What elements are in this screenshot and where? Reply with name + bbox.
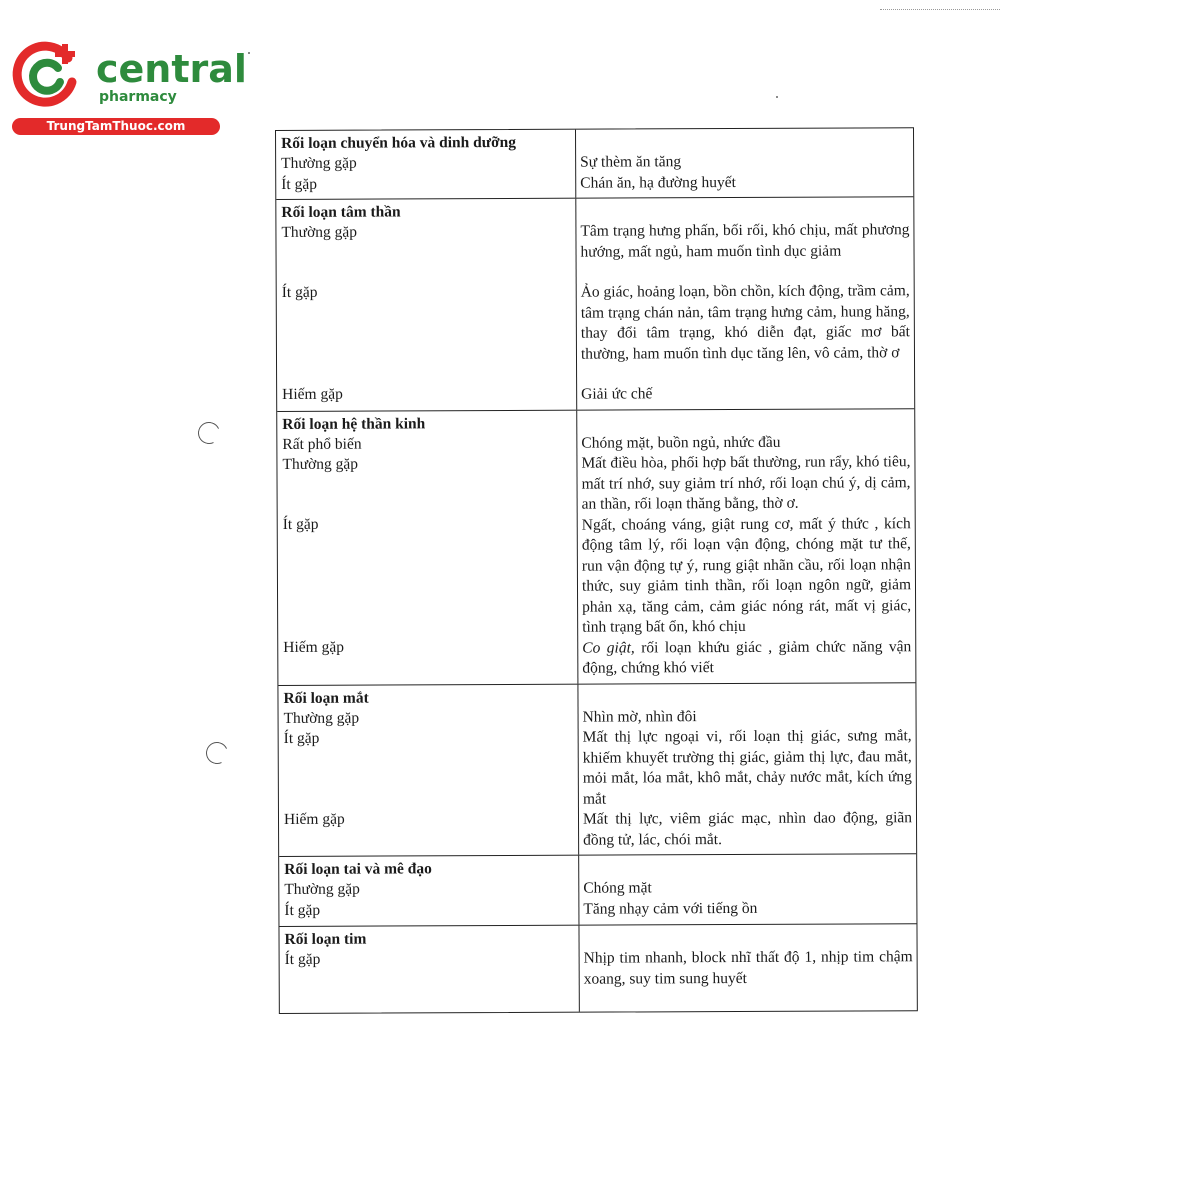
table-row [276, 196, 914, 410]
effects-body: Nhịp tim nhanh, block nhĩ thất độ 1, nhịp tim chậm xoang, suy tim sung huyết [583, 948, 913, 988]
effects-text [581, 432, 910, 454]
effects-text [583, 877, 912, 899]
category-title: Rối loạn mắt [283, 689, 369, 707]
effects-body: Ảo giác, hoảng loạn, bồn chồn, kích động, trầm cảm, tâm trạng chán nản, tâm trạng hưng cảm, hung hăng, thay đổi tâm trạng, khó diễn đạt, giấc mơ bất thường, ham muốn tình dục tăng lên, vô cảm, thờ ơ [580, 282, 910, 363]
category-cell [276, 130, 576, 199]
effects-body: Chóng mặt, buồn ngủ, nhức đầu [581, 433, 781, 452]
effects-body: rối loạn khứu giác , giảm chức năng vận động, chứng khó viết [582, 637, 912, 677]
effects-italic-text: Co giật, [582, 638, 635, 657]
effects-cell [578, 683, 916, 855]
table-row [276, 128, 913, 199]
effects-body: Sự thèm ăn tăng [580, 153, 682, 171]
frequency-label: Ít gặp [282, 515, 319, 533]
frequency-label: Rất phổ biến [282, 435, 362, 453]
effects-cell [577, 409, 915, 683]
category-cell [277, 410, 578, 684]
frequency-label: Thường gặp [284, 880, 360, 898]
frequency-label: Ít gặp [283, 729, 320, 747]
category-cell [279, 856, 579, 926]
effects-text [582, 514, 912, 638]
effects-cell [576, 128, 913, 197]
effects-text [583, 898, 912, 920]
frequency-label: Thường gặp [281, 154, 357, 172]
frequency-label: Hiếm gặp [283, 638, 344, 656]
frequency-label: Hiếm gặp [283, 810, 345, 828]
effects-cell [576, 197, 914, 409]
punch-hole [195, 419, 223, 447]
effects-text [581, 452, 910, 515]
frequency-label: Ít gặp [284, 950, 321, 968]
effects-body: Chán ăn, hạ đường huyết [580, 173, 736, 192]
table-row [279, 923, 916, 1013]
frequency-label: Ít gặp [281, 175, 318, 193]
logo-brand: central [96, 47, 247, 91]
effects-text [581, 281, 910, 364]
effects-body: Mất điều hòa, phối hợp bất thường, run rẩy, khó tiêu, mất trí nhớ, suy giảm trí nhớ, rối loạn chú ý, dị cảm, an thần, rối loạn thăng bằng, thờ ơ. [581, 453, 911, 513]
punch-hole [203, 739, 231, 767]
effects-cell [579, 924, 916, 1011]
scan-artifact [880, 9, 1000, 11]
logo-website: TrungTamThuoc.com [12, 118, 220, 135]
effects-body: Mất thị lực ngoại vi, rối loạn thị giác, sưng mắt, khiếm khuyết trường thị giác, giảm thị lực, đau mắt, mỏi mắt, lóa mắt, khô mắt, chảy nước mắt, kích ứng mắt [582, 727, 912, 808]
category-cell [279, 926, 579, 1013]
frequency-label: Hiếm gặp [282, 385, 343, 403]
pharmacy-cross-icon [10, 38, 82, 110]
frequency-label: Ít gặp [284, 901, 321, 919]
effects-text [582, 637, 911, 679]
logo-subtitle: pharmacy [99, 89, 177, 105]
category-cell [276, 199, 577, 411]
category-title: Rối loạn chuyển hóa và dinh dưỡng [281, 133, 517, 152]
frequency-label: Thường gặp [281, 223, 358, 241]
effects-text [580, 172, 909, 194]
effects-text [581, 383, 910, 405]
effects-body: Ngất, choáng váng, giật rung cơ, mất ý thức , kích động tâm lý, rối loạn vận động, chóng mặt tư thế, run vận động tự ý, rung giật nhãn cầu, rối loạn nhận thức, suy giảm tinh thần, rối loạn ngôn ngữ, giảm phản xạ, tăng cảm, cảm giác nóng rát, mất vị giác, tình trạng bất ổn, khó chịu [581, 514, 912, 636]
category-title: Rối loạn tim [284, 930, 367, 948]
frequency-label: Thường gặp [282, 455, 359, 473]
effects-text [580, 151, 909, 173]
effects-text [583, 706, 912, 728]
effects-text [583, 726, 912, 809]
category-cell [278, 684, 579, 856]
table-row [279, 853, 916, 926]
central-pharmacy-logo [10, 38, 247, 138]
effects-body: Giải ức chế [581, 385, 653, 403]
effects-text [580, 220, 909, 262]
category-title: Rối loạn tâm thần [281, 203, 401, 221]
effects-body: Tâm trạng hưng phấn, bối rối, khó chịu, mất phương hướng, mất ngủ, ham muốn tình dục giảm [580, 221, 910, 261]
table-row [278, 682, 916, 856]
effects-body: Tăng nhạy cảm với tiếng ồn [583, 899, 758, 918]
table-row [277, 408, 915, 685]
effects-cell [579, 854, 916, 924]
effects-body: Chóng mặt [583, 879, 652, 897]
category-title: Rối loạn tai và mê đạo [284, 860, 432, 878]
adverse-effects-table [275, 127, 918, 1014]
category-title: Rối loạn hệ thần kinh [282, 414, 426, 433]
frequency-label: Ít gặp [281, 283, 318, 301]
effects-body: Mất thị lực, viêm giác mạc, nhìn dao động, giãn đồng tử, lác, chói mắt. [582, 809, 913, 849]
frequency-label: Thường gặp [283, 709, 360, 727]
scan-speck [776, 96, 778, 98]
effects-body: Nhìn mờ, nhìn đôi [582, 707, 697, 726]
effects-text [583, 808, 912, 850]
effects-text [584, 947, 913, 989]
scan-speck [248, 52, 250, 54]
